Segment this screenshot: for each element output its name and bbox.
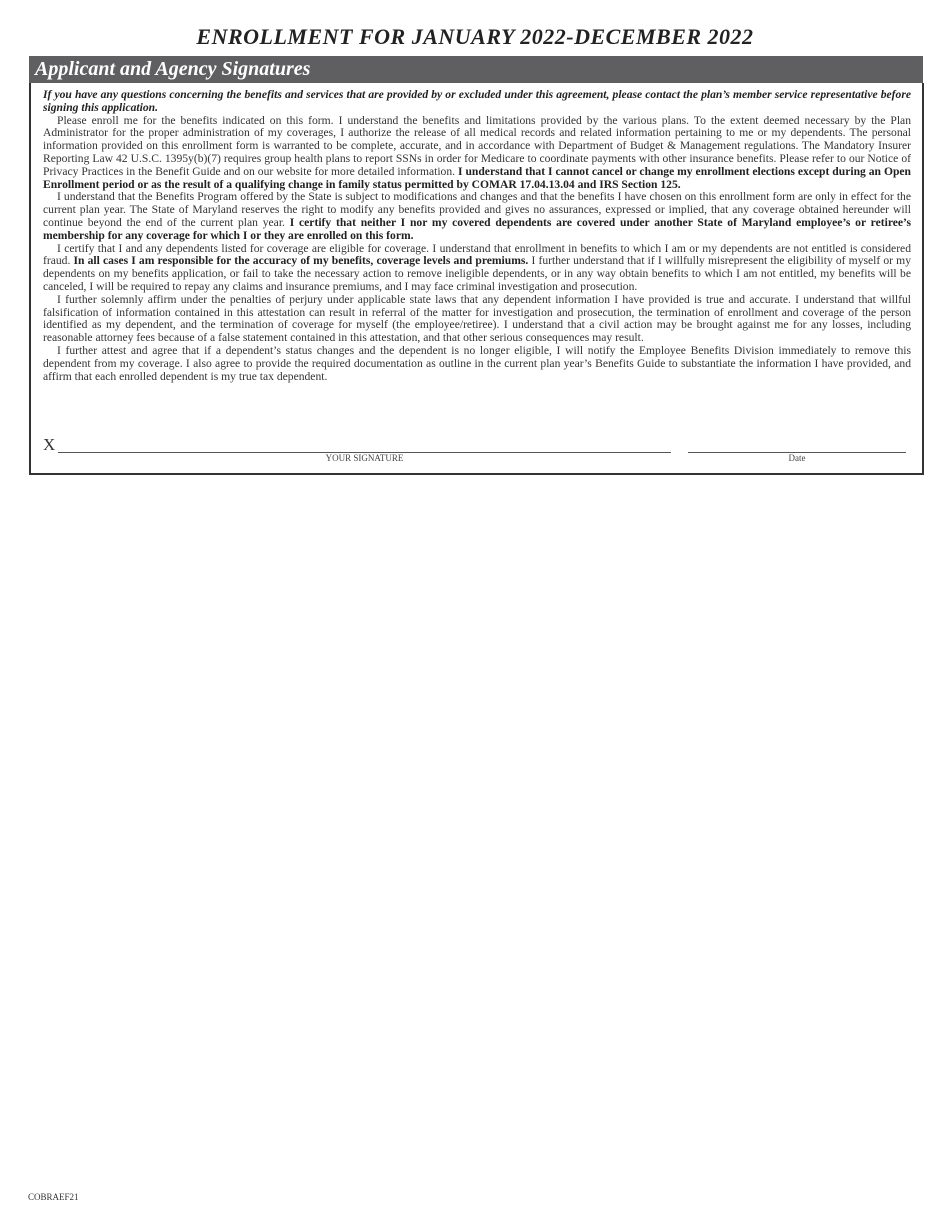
paragraph-bold-text: In all cases I am responsible for the accuracy of my benefits, coverage levels and premiums. xyxy=(73,254,529,268)
paragraph-text: Please enroll me for the benefits indicated on this form. I understand the benefits and limitations provided by the various plans. To the extent deemed necessary by the Plan Administrator for the proper administration of my coverages, I authorize the release of all medical records and related information pertaining to me or my dependents. The personal information provided on this enrollment form is warranted to be complete, accurate, and in accordance with Department of Budget & Management regulations. The Mandatory Insurer Reporting Law 42 U.S.C. 1395y(b)(7) requires group health plans to report SSNs in order for Medicare to coordinate payments with other insurance benefits. Please refer to our Notice of Privacy Practices in the Benefit Guide and on our website for more detailed information. xyxy=(43,113,911,178)
intro-paragraph: If you have any questions concerning the benefits and services that are provided by or excluded under this agreement, please contact the plan’s member service representative before signing this application. xyxy=(43,88,911,114)
paragraph-text: I further understand that if I willfully misrepresent the eligibility of myself or my dependents on my benefits application, or fail to take the necessary action to remove ineligible dependents, or in any way obtain benefits to which I am not entitled, my benefits will be canceled, I will be required to repay any claims and insurance premiums, and I may face criminal investigation and prosecution. xyxy=(43,254,911,293)
signature-label: YOUR SIGNATURE xyxy=(325,453,404,463)
paragraph-dependent-status: I further attest and agree that if a dependent’s status changes and the dependent is no longer eligible, I will notify the Employee Benefits Division immediately to remove this dependent from my coverage. I also agree to provide the required documentation as outline in the current plan year’s Benefits Guide to substantiate the information I have provided, and affirm that each enrolled dependent is my true tax dependent. xyxy=(43,343,911,383)
terms-text xyxy=(43,89,911,383)
paragraph-perjury-affirmation: I further solemnly affirm under the penalties of perjury under applicable state laws that any dependent information I have provided is true and accurate. I understand that willful falsification of information contained in this attestation can result in referral of the matter for investigation and prosecution, the termination of enrollment and coverage of the person identified as my dependent, and the termination of coverage for myself (the employee/retiree). I understand that a civil action may be brought against me for any losses, including reasonable attorney fees because of a false statement contained in this attestation, and that other serious consequences may result. xyxy=(43,292,911,345)
date-label: Date xyxy=(788,453,806,463)
paragraph-enrollment-authorization xyxy=(43,115,911,192)
paragraph-bold-text: I understand that I cannot cancel or change my enrollment elections except during an Open Enrollment period or as the result of a qualifying change in family status permitted by COMAR 17.04.13.04 and IRS Section 125. xyxy=(43,164,912,191)
form-code: COBRAEF21 xyxy=(28,1192,79,1202)
page-title: ENROLLMENT FOR JANUARY 2022-DECEMBER 2022 xyxy=(196,24,754,49)
paragraph-text: I certify that I and any dependents listed for coverage are eligible for coverage. I understand that enrollment in benefits to which I am or my dependents are not entitled is considered fraud. xyxy=(43,241,911,268)
paragraph-benefits-program xyxy=(43,191,911,242)
paragraph-text: I understand that the Benefits Program offered by the State is subject to modifications and changes and that the benefits I have chosen on this enrollment form are only in effect for the current plan year. The State of Maryland reserves the right to modify any benefits provided and gives no assurances, expressed or implied, that any coverage obtained hereunder will continue beyond the end of the current plan year. xyxy=(43,190,911,229)
paragraph-eligibility xyxy=(43,243,911,294)
paragraph-bold-text: I certify that neither I nor my covered dependents are covered under another State of Maryland employee’s or retiree’s membership for any coverage for which I or they are enrolled on this form. xyxy=(43,215,911,242)
section-header: Applicant and Agency Signatures xyxy=(29,56,923,83)
signature-x-mark: X xyxy=(43,435,56,454)
